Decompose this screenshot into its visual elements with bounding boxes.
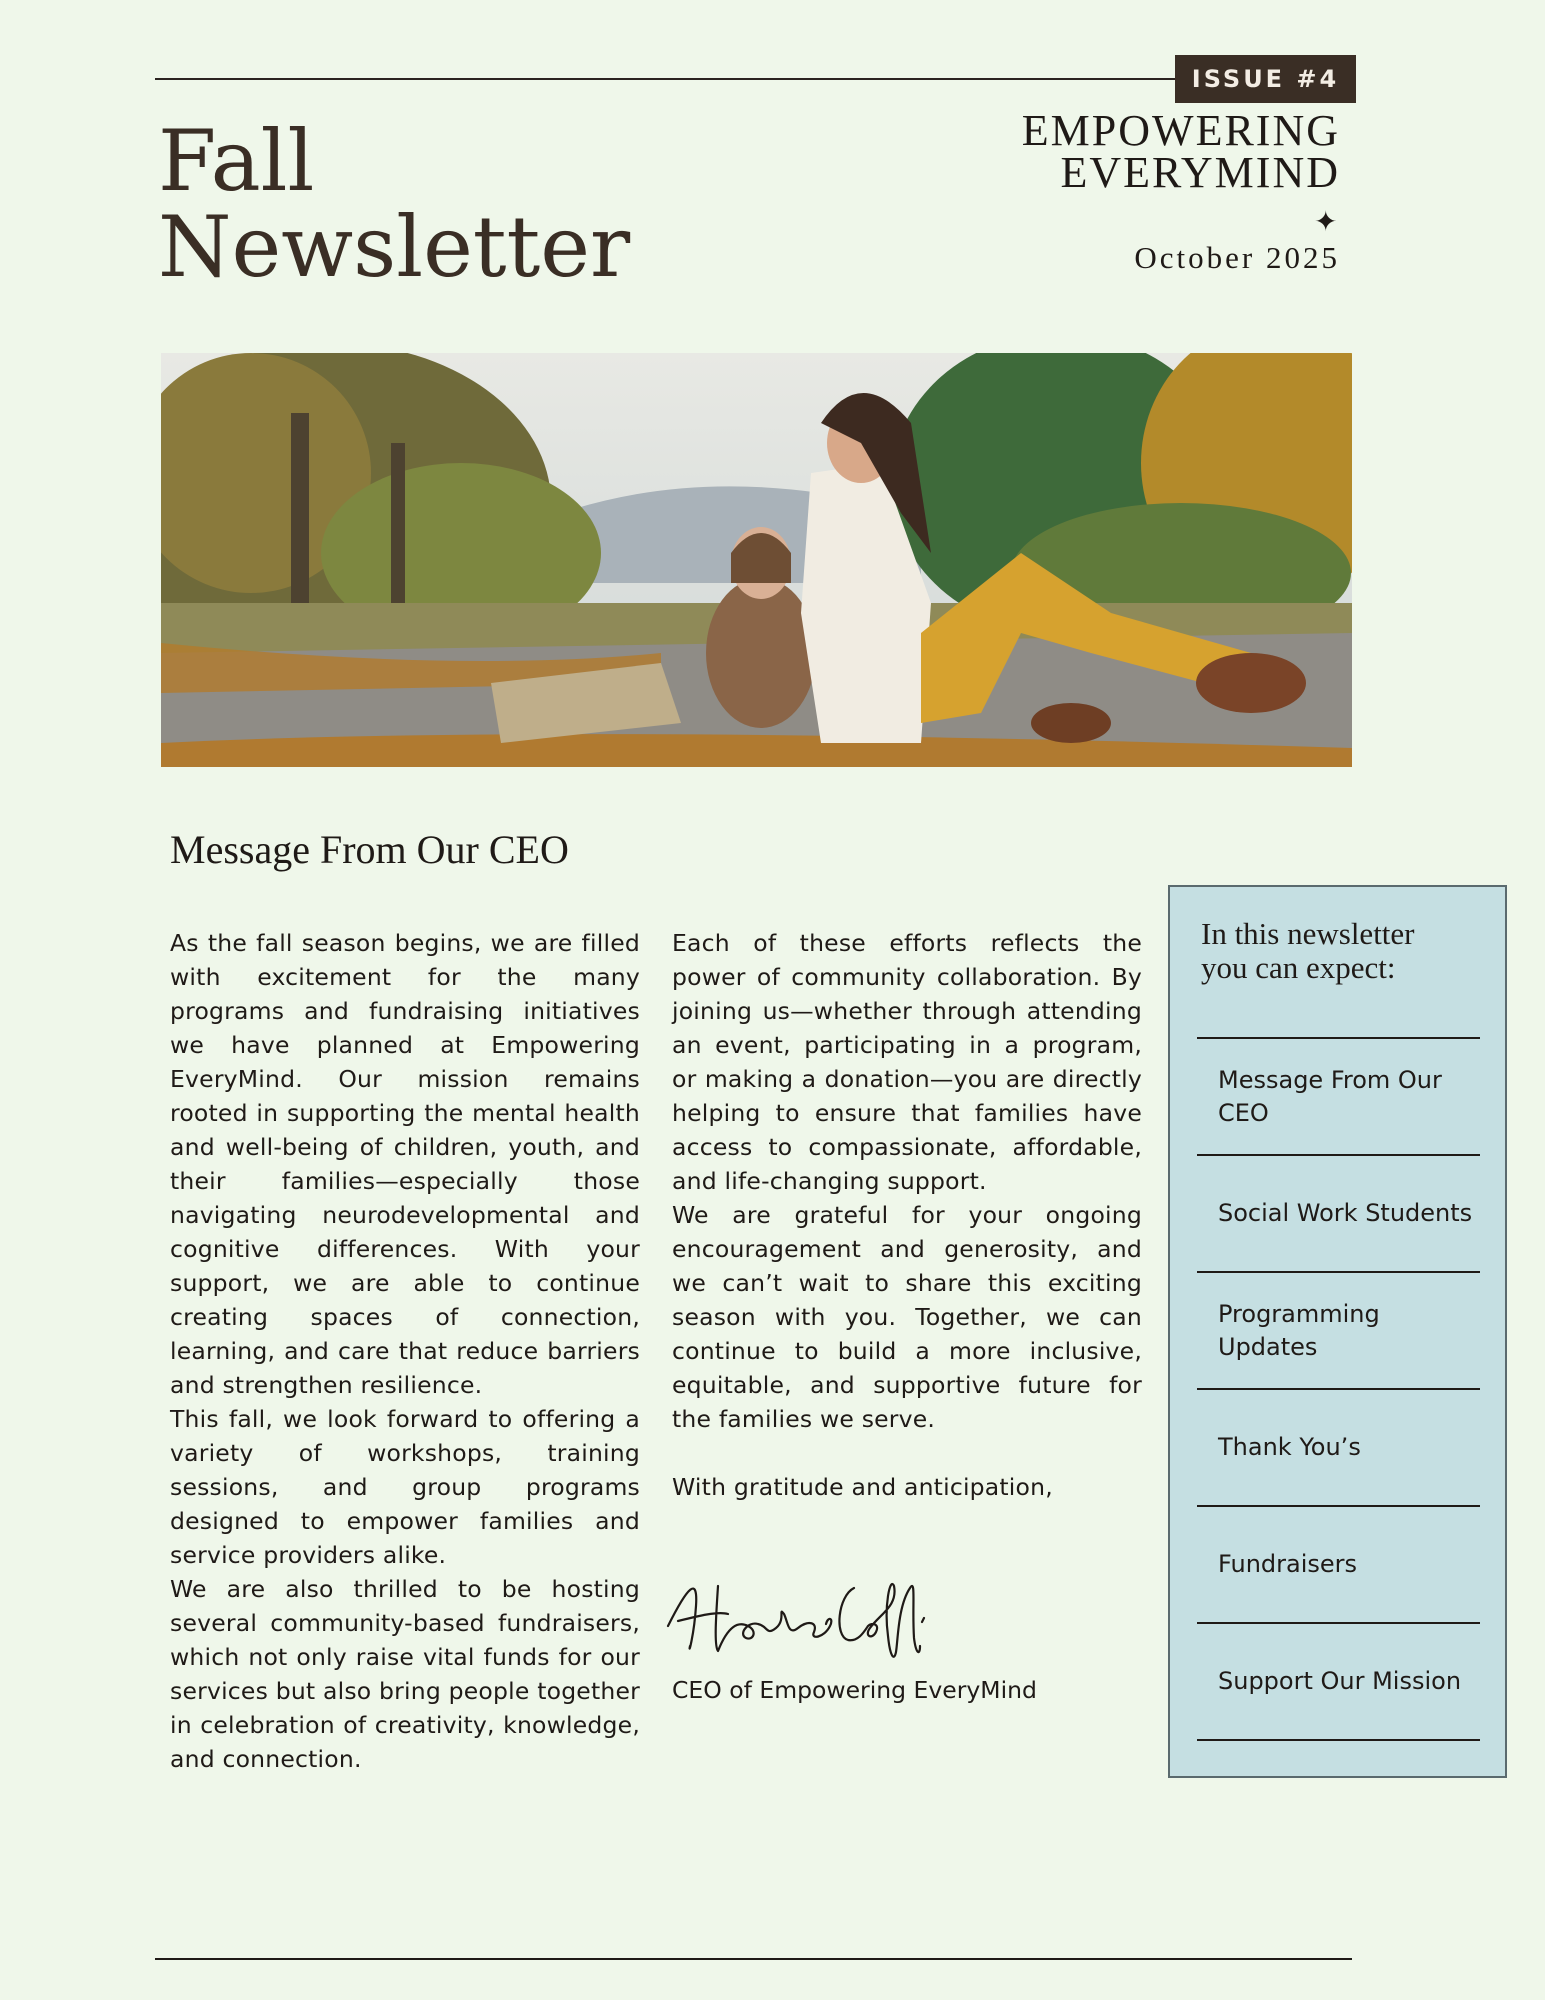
ceo-message-paragraph: Each of these efforts reflects the power of community collaboration. By joining us—whether through attending an event, participating in a program, or making a donation—you are directly helping to ensure that families have access to compassionate, affordable, and life-changing support. (672, 929, 1142, 1195)
hero-photo (161, 353, 1352, 767)
sidebar-title-line-2: you can expect: (1201, 950, 1396, 985)
ceo-message-column-1 (170, 926, 640, 1776)
title-line-1: Fall (158, 112, 315, 210)
issue-date: October 2025 (1134, 240, 1340, 275)
hero-photo-illustration (161, 353, 1352, 767)
ceo-signature (658, 1566, 938, 1671)
contents-item-social-work-students: Social Work Students (1197, 1154, 1480, 1271)
org-name-line-2: EVERYMIND (1060, 148, 1340, 197)
ceo-message-heading: Message From Our CEO (170, 827, 569, 872)
ceo-role: CEO of Empowering EveryMind (672, 1676, 1037, 1704)
newsletter-contents-sidebar (1168, 885, 1507, 1778)
sidebar-title (1201, 917, 1415, 985)
contents-item-fundraisers: Fundraisers (1197, 1505, 1480, 1622)
org-name-line-1: EMPOWERING (1021, 106, 1340, 155)
contents-item-programming-updates: Programming Updates (1197, 1271, 1480, 1388)
sidebar-title-line-1: In this newsletter (1201, 916, 1415, 951)
contents-item-ceo-message: Message From Our CEO (1197, 1037, 1480, 1154)
title-line-2: Newsletter (158, 198, 631, 296)
ceo-message-paragraph: We are also thrilled to be hosting several community-based fundraisers, which not only raise vital funds for our services but also bring people together in celebration of creativity, knowledge, and connection. (170, 1575, 640, 1773)
bottom-rule (155, 1958, 1352, 1960)
sparkle-icon: ✦ (1314, 206, 1338, 237)
newsletter-title (158, 112, 631, 296)
closing-line: With gratitude and anticipation, (672, 1473, 1053, 1501)
contents-divider (1197, 1739, 1480, 1741)
top-rule (155, 78, 1175, 80)
issue-badge: ISSUE #4 (1175, 55, 1356, 103)
contents-item-support-our-mission: Support Our Mission (1197, 1622, 1480, 1739)
ceo-message-paragraph: This fall, we look forward to offering a variety of workshops, training sessions, and group programs designed to empower families and service providers alike. (170, 1405, 640, 1569)
org-name (1021, 106, 1340, 197)
ceo-message-paragraph: We are grateful for your ongoing encouragement and generosity, and we can’t wait to share this exciting season with you. Together, we can continue to build a more inclusive, equitable, and supportive future for the families we serve. (672, 1201, 1142, 1433)
ceo-message-paragraph: As the fall season begins, we are filled with excitement for the many programs and fundraising initiatives we have planned at Empowering EveryMind. Our mission remains rooted in supporting the mental health and well-being of children, youth, and their families—especially those navigating neurodevelopmental and cognitive differences. With your support, we are able to continue creating spaces of connection, learning, and care that reduce barriers and strengthen resilience. (170, 929, 640, 1399)
contents-item-thank-yous: Thank You’s (1197, 1388, 1480, 1505)
ceo-message-column-2 (672, 926, 1142, 1504)
signature-drawing (658, 1566, 938, 1666)
